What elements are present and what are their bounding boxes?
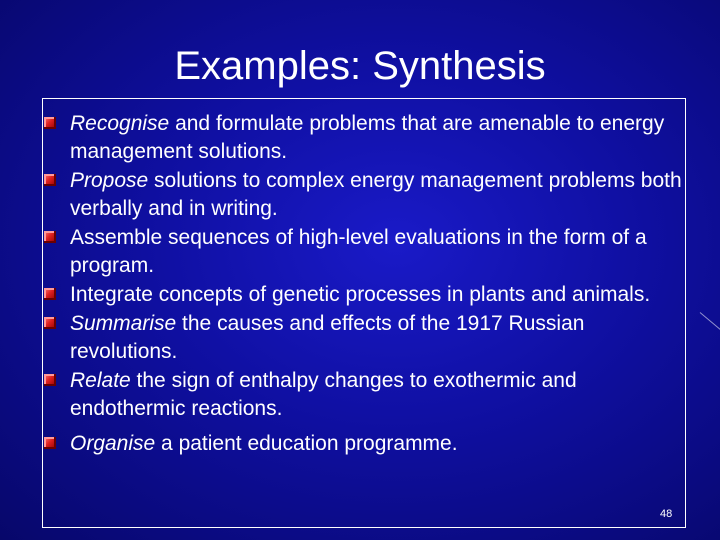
bullet-item <box>42 430 682 458</box>
page-number: 48 <box>660 508 673 520</box>
bullet-square-icon <box>44 437 56 449</box>
bullet-text: solutions to complex energy management problems both verbally and in writing. <box>70 169 682 220</box>
bullet-square-icon <box>44 317 56 329</box>
bullet-item <box>42 367 682 423</box>
bullet-square-icon <box>44 174 56 186</box>
bullet-verb: Summarise <box>70 312 177 335</box>
bullet-square-icon <box>44 288 56 300</box>
bullet-item <box>42 167 682 223</box>
bullet-square-icon <box>44 231 56 243</box>
bullet-item <box>42 110 682 166</box>
slide-title: Examples: Synthesis <box>174 44 546 88</box>
bullet-item <box>42 224 682 280</box>
decorative-line <box>700 312 720 332</box>
bullet-list <box>42 110 682 459</box>
bullet-verb: Recognise <box>70 112 170 135</box>
bullet-item <box>42 281 682 309</box>
bullet-verb: Propose <box>70 169 149 192</box>
bullet-text: and formulate problems that are amenable to energy management solutions. <box>70 112 665 163</box>
bullet-text: the sign of enthalpy changes to exothermic and endothermic reactions. <box>70 369 577 420</box>
bullet-square-icon <box>44 117 56 129</box>
bullet-text: a patient education programme. <box>155 432 458 455</box>
bullet-verb: Organise <box>70 432 156 455</box>
bullet-text: Assemble sequences of high-level evaluations in the form of a program. <box>70 226 647 277</box>
bullet-text: Integrate concepts of genetic processes in plants and animals. <box>70 283 651 306</box>
bullet-square-icon <box>44 374 56 386</box>
bullet-verb: Relate <box>70 369 131 392</box>
bullet-item <box>42 310 682 366</box>
bullet-text: the causes and effects of the 1917 Russian revolutions. <box>70 312 585 363</box>
